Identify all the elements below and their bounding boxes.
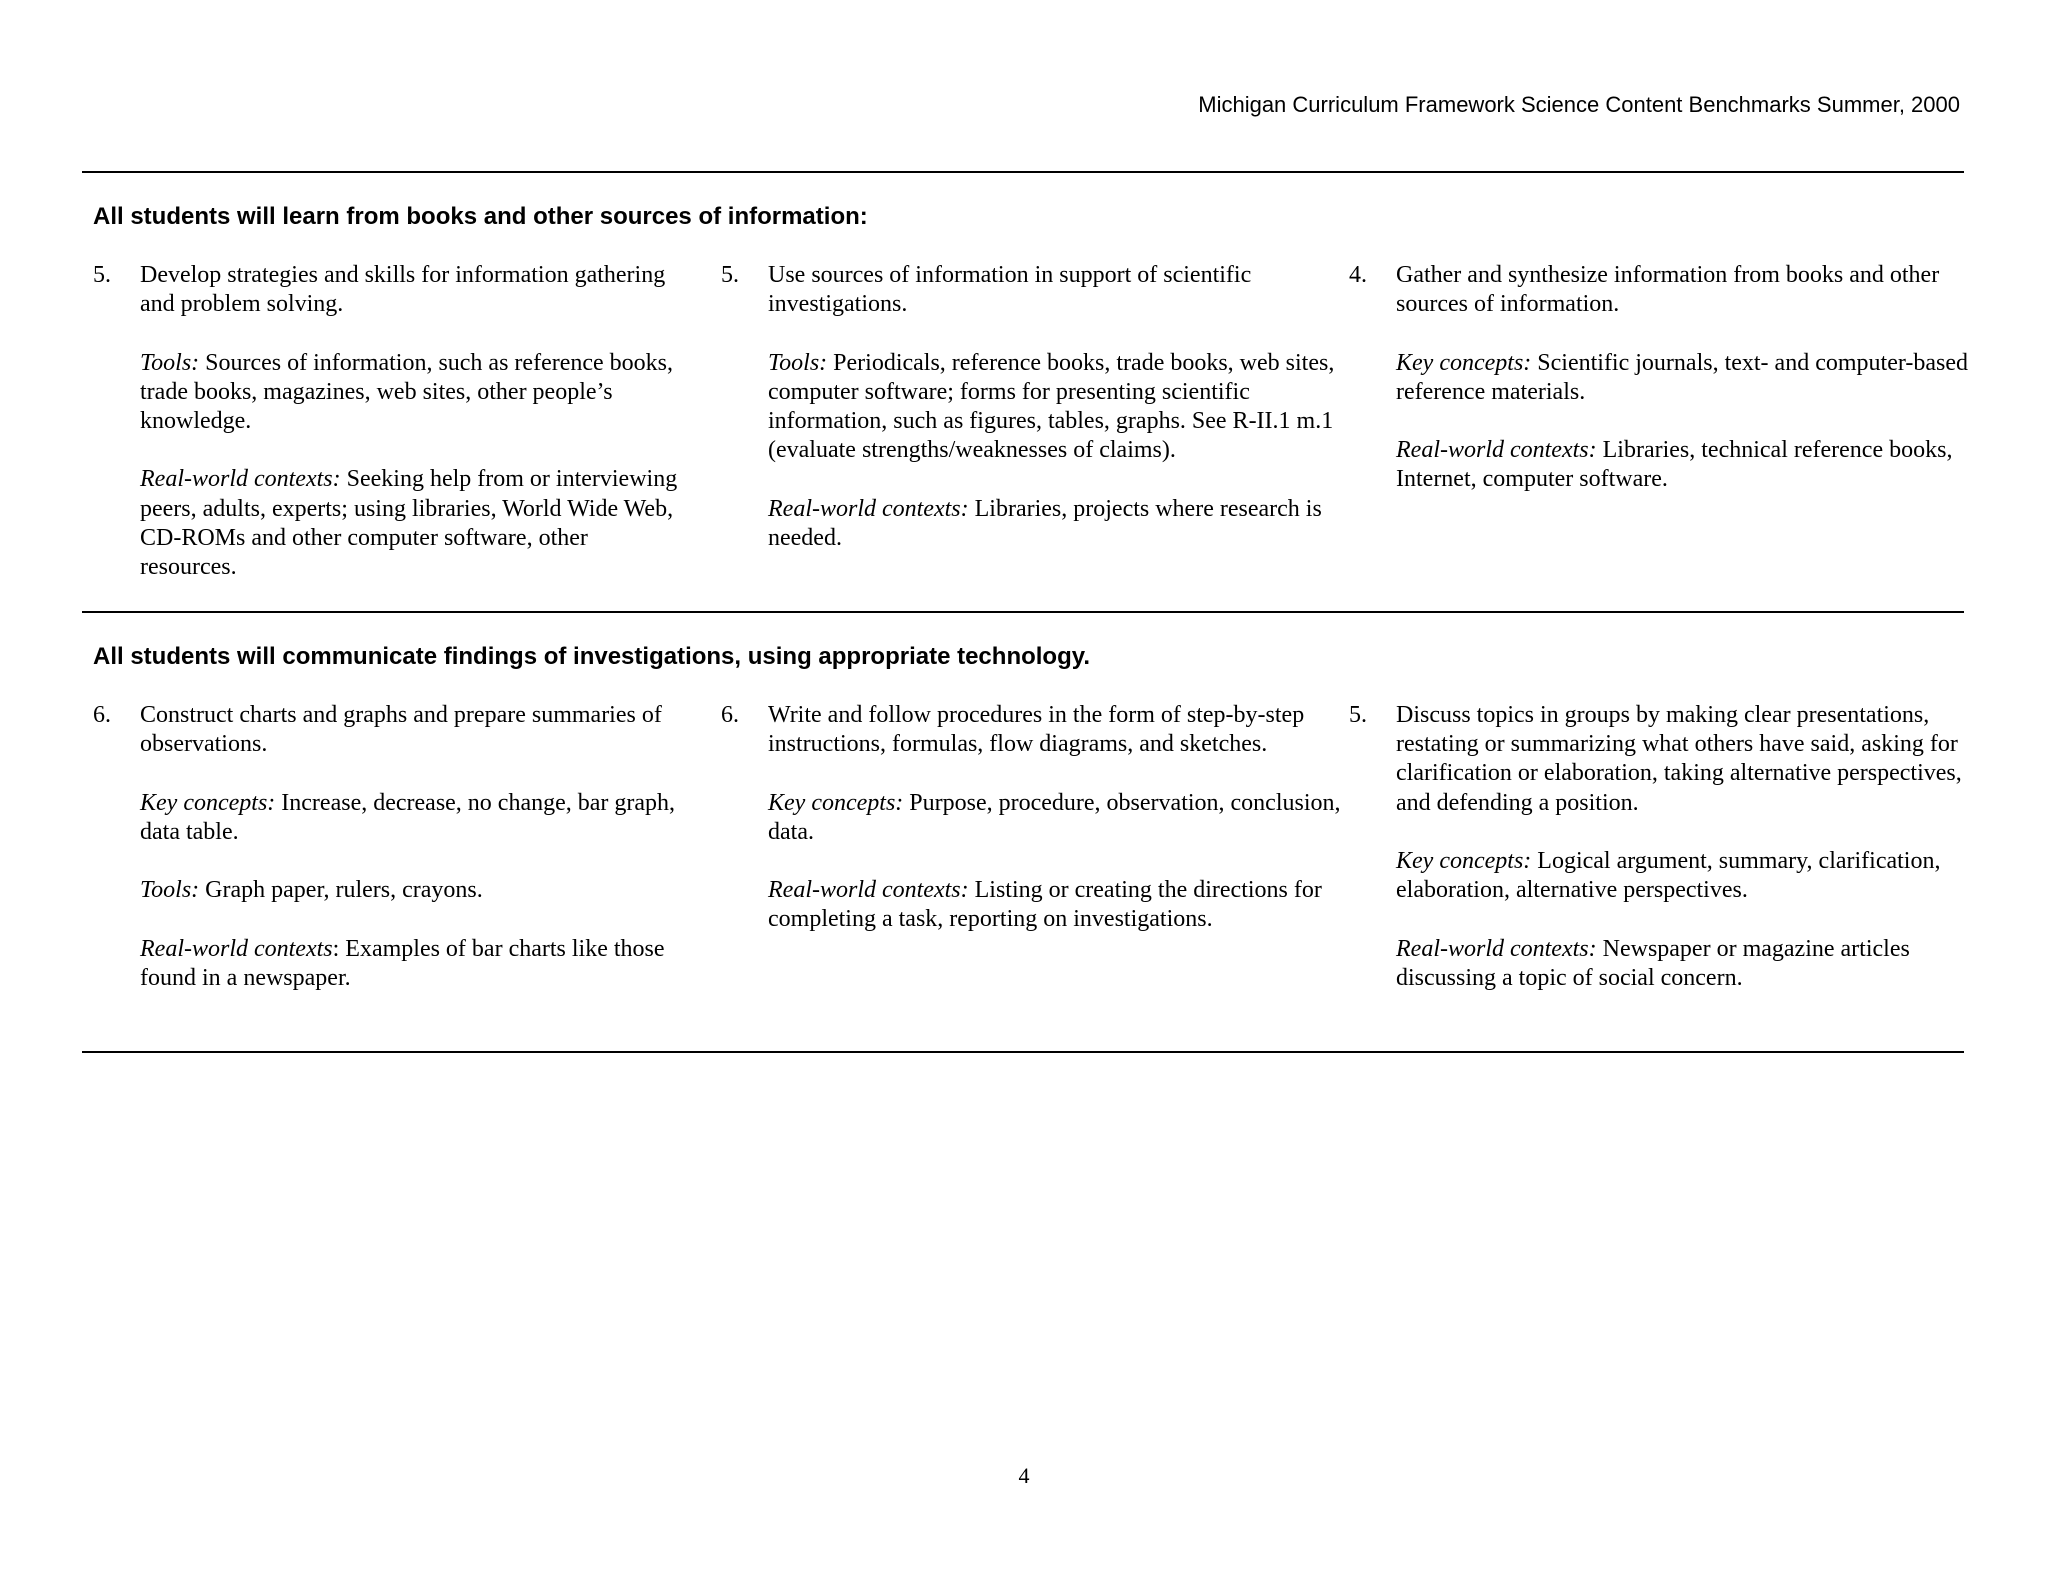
detail-label: Real-world contexts: (1396, 935, 1597, 962)
detail-text: Libraries, technical reference books, Internet, computer software. (1396, 437, 1953, 493)
section-divider (82, 611, 1964, 613)
detail-label: Real-world contexts: (768, 877, 969, 904)
section-heading: All students will communicate findings of investigations, using appropriate technology. (93, 643, 1090, 670)
detail-text: Logical argument, summary, clarification, elaboration, alternative perspectives. (1396, 848, 1941, 904)
bottom-rule (82, 1051, 1964, 1053)
benchmark-detail (1396, 935, 1969, 993)
benchmark-body (140, 701, 683, 993)
benchmark-detail (140, 349, 683, 437)
benchmark-item (721, 261, 1341, 553)
benchmark-number: 6. (93, 702, 111, 728)
top-rule (82, 171, 1964, 173)
detail-label: Real-world contexts: (768, 495, 969, 522)
benchmark-statement: Develop strategies and skills for information gathering and problem solving. (140, 262, 666, 318)
detail-label: Real-world contexts: (1396, 437, 1597, 464)
benchmark-item (721, 701, 1341, 935)
benchmark-item (1349, 701, 1969, 993)
detail-text: Increase, decrease, no change, bar graph, data table. (140, 789, 676, 845)
detail-label: Key concepts: (1396, 848, 1532, 874)
benchmark-detail (768, 495, 1341, 553)
detail-label: Tools: (140, 877, 200, 904)
detail-label: Key concepts: (768, 789, 904, 816)
detail-text: Seeking help from or interviewing peers, adults, experts; using libraries, World Wide Web, CD-ROMs and other computer software, other resources. (140, 466, 678, 580)
benchmark-detail (768, 349, 1341, 466)
detail-text: Newspaper or magazine articles discussing a topic of social concern. (1396, 935, 1910, 991)
detail-label: Key concepts: (140, 789, 276, 816)
benchmark-item (93, 261, 683, 582)
benchmark-number: 5. (93, 262, 111, 288)
benchmark-detail (1396, 847, 1969, 905)
benchmark-item (93, 701, 683, 993)
benchmark-detail (140, 789, 683, 847)
detail-label: Tools: (140, 349, 200, 376)
benchmark-detail (1396, 349, 1969, 407)
benchmark-item (1349, 261, 1969, 495)
benchmark-statement: Construct charts and graphs and prepare summaries of observations. (140, 702, 662, 758)
benchmark-body (140, 261, 683, 582)
benchmark-body (1396, 261, 1969, 495)
detail-text: Sources of information, such as reference books, trade books, magazines, web sites, other people’s knowledge. (140, 349, 674, 434)
detail-text: : Examples of bar charts like those found in a newspaper. (140, 935, 665, 991)
benchmark-body (768, 261, 1341, 553)
detail-label: Tools: (768, 349, 828, 376)
section-heading: All students will learn from books and other sources of information: (93, 203, 868, 230)
detail-label: Real-world contexts: (140, 466, 341, 493)
page-number: 4 (1018, 1463, 1030, 1488)
detail-text: Scientific journals, text- and computer-based reference materials. (1396, 349, 1968, 405)
benchmark-body (768, 701, 1341, 935)
benchmark-number: 6. (721, 702, 739, 728)
detail-text: Graph paper, rulers, crayons. (199, 877, 483, 904)
benchmark-detail (1396, 436, 1969, 494)
benchmark-number: 5. (1349, 702, 1367, 728)
detail-text: Purpose, procedure, observation, conclusion, data. (768, 789, 1341, 845)
benchmark-number: 5. (721, 262, 739, 288)
benchmark-detail (768, 789, 1341, 847)
benchmark-statement: Gather and synthesize information from books and other sources of information. (1396, 262, 1940, 318)
benchmark-detail (140, 935, 683, 993)
benchmark-detail (140, 876, 683, 905)
detail-text: Listing or creating the directions for completing a task, reporting on investigations. (768, 877, 1322, 933)
benchmark-detail (140, 465, 683, 582)
benchmark-detail (768, 876, 1341, 934)
detail-text: Periodicals, reference books, trade books, web sites, computer software; forms for presenting scientific information, such as figures, tables, graphs. See R-II.1 m.1 (evaluate strengths/weaknesses of claims). (768, 349, 1335, 464)
detail-label: Real-world contexts (140, 935, 333, 962)
running-header: Michigan Curriculum Framework Science Content Benchmarks Summer, 2000 (1198, 92, 1960, 117)
detail-text: Libraries, projects where research is needed. (768, 495, 1322, 551)
benchmark-number: 4. (1349, 262, 1367, 288)
benchmark-statement: Discuss topics in groups by making clear presentations, restating or summarizing what others have said, asking for clarification or elaboration, taking alternative perspectives, and defending a position. (1396, 702, 1962, 816)
benchmark-statement: Use sources of information in support of scientific investigations. (768, 262, 1252, 318)
benchmark-body (1396, 701, 1969, 993)
detail-label: Key concepts: (1396, 349, 1532, 376)
benchmark-statement: Write and follow procedures in the form of step-by-step instructions, formulas, flow diagrams, and sketches. (768, 702, 1305, 758)
